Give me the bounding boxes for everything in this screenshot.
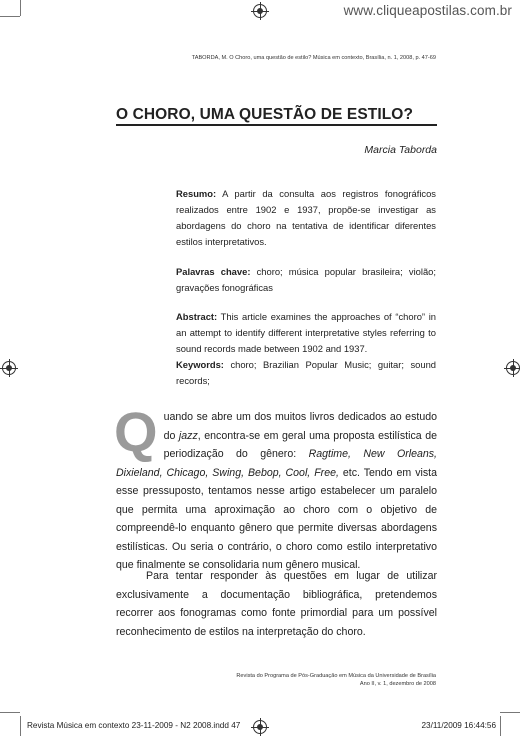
p1-jazz: jazz [178, 429, 198, 442]
watermark-url: www.cliqueapostilas.com.br [343, 3, 512, 18]
abstract-text: This article examines the approaches of “choro” in an attempt to identify different interpretative styles referring to sound records made between 1902 and 1937. [176, 311, 436, 354]
registration-mark-top-icon [253, 4, 267, 18]
keywords-text: choro; Brazilian Popular Music; guitar; sound records; [176, 359, 436, 386]
p1-text-c: etc. Tendo em vista esse pressuposto, tentamos nesse artigo estabelecer um paralelo que permita uma aproximação ao choro com o objetivo de compreendê-lo enquanto gênero que permite diversas abordagens estilísticas. Ou seria o contrário, o choro como estilo interpretativo que finalmente se consolidaria num gênero musical. [116, 466, 437, 571]
palavras-chave-label: Palavras chave: [176, 266, 251, 277]
crop-mark-bottom-left-v-icon [20, 716, 21, 736]
slug-timestamp: 23/11/2009 16:44:56 [421, 721, 496, 730]
title-rule [116, 124, 437, 126]
slug-filename: Revista Música em contexto 23-11-2009 - N2 2008.indd 47 [27, 721, 241, 730]
keywords-label: Keywords: [176, 359, 224, 370]
body-paragraph-1 [114, 400, 437, 575]
p2-text: Para tentar responder às questões em lugar de utilizar exclusivamente a documentação bibliográfica, pretendemos recorrer aos fonogramas como fonte primordial para um possível reconhecimento de estilos na interpretação do choro. [116, 570, 437, 638]
p1-text-b: , encontra-se em geral uma proposta estilística de periodização do gênero: [163, 429, 437, 460]
journal-footer-line-1: Revista do Programa de Pós-Graduação em Música da Universidade de Brasília [236, 673, 436, 679]
journal-footer-line-2: Ano II, v. 1, dezembro de 2008 [359, 681, 436, 687]
body-paragraph-2 [116, 567, 437, 641]
abstract-block [176, 309, 436, 389]
resumo-block [176, 186, 436, 250]
article-title: O CHORO, UMA QUESTÃO DE ESTILO? [116, 106, 414, 123]
p1-genres: Ragtime, New Orleans, Dixieland, Chicago, Swing, Bebop, Cool, Free, [116, 448, 437, 479]
p1-text-a: uando se abre um dos muitos livros dedicados ao estudo do [163, 411, 437, 442]
registration-mark-right-icon [506, 361, 520, 375]
header-citation: TABORDA, M. O Choro, uma questão de estilo? Música em contexto, Brasília, n. 1, 2008, p. 47-69 [191, 55, 436, 61]
journal-footer [236, 672, 436, 688]
article-author: Marcia Taborda [364, 144, 437, 156]
crop-mark-top-left-v-icon [20, 0, 21, 16]
crop-mark-top-left-icon [0, 16, 20, 17]
palavras-chave-block [176, 264, 436, 296]
resumo-label: Resumo: [176, 188, 217, 199]
drop-cap: Q [114, 400, 158, 463]
abstract-label: Abstract: [176, 311, 218, 322]
resumo-text: A partir da consulta aos registros fonográficos realizados entre 1902 e 1937, propõe-se investigar as abordagens do choro na tentativa de identificar diferentes estilos interpretativos. [176, 188, 436, 247]
registration-mark-bottom-icon [253, 720, 267, 734]
crop-mark-bottom-right-v-icon [500, 716, 501, 736]
registration-mark-left-icon [2, 361, 16, 375]
crop-mark-bottom-right-icon [500, 712, 520, 713]
palavras-chave-text: choro; música popular brasileira; violão; gravações fonográficas [176, 266, 436, 293]
crop-mark-bottom-left-icon [0, 712, 20, 713]
